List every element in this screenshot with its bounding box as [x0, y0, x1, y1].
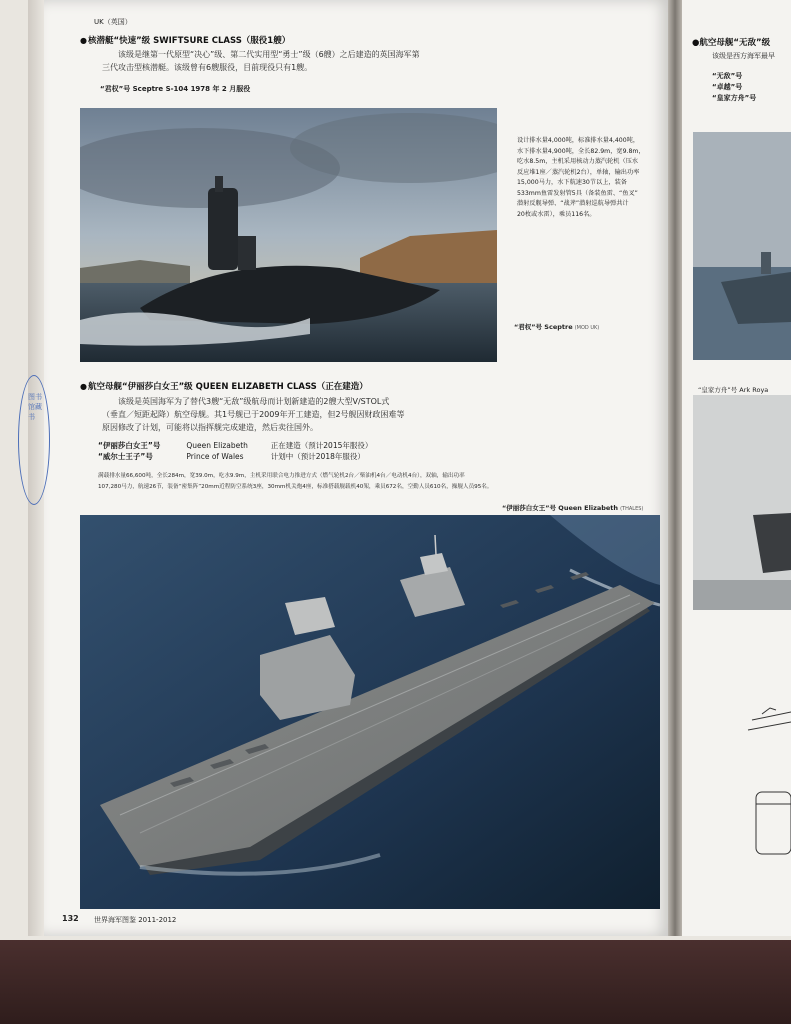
qe-ship-row: “伊丽莎白女王”号 Queen Elizabeth 正在建造（预计2015年服役）: [98, 441, 373, 450]
qe-intro-line: 原因修改了计划，可能将以指挥舰完成建造，然后卖往国外。: [102, 423, 318, 432]
sceptre-photo-caption: “君权”号 Sceptre (MOD UK): [514, 323, 600, 331]
ark-royal-caption: “皇家方舟”号 Ark Roya: [698, 386, 769, 394]
country-label: UK（英国）: [94, 18, 132, 26]
page-number: 132: [62, 914, 79, 923]
ark-royal-photo: [693, 395, 791, 610]
right-ship-list: “无敌”号 “卓越”号 “皇家方舟”号: [712, 72, 757, 102]
qe-intro-line: 该级是英国海军为了替代3艘“无敌”级航母而计划新建造的2艘大型V/STOL式: [118, 397, 390, 406]
swiftsure-intro-line: 该级是继第一代原型“决心”级、第二代实用型“勇士”级（6艘）之后建造的英国海军第: [118, 50, 420, 59]
submarine-image: [80, 108, 497, 362]
book-spine: [668, 0, 682, 936]
library-stamp-text: 图书馆藏书: [28, 393, 42, 421]
swiftsure-heading: ● 核潜艇“快速”级 SWIFTSURE CLASS（服役1艘）: [80, 34, 290, 46]
qe-intro-line: （垂直／短距起降）航空母舰。其1号舰已于2009年开工建造，但2号舰因财政困难等: [102, 410, 405, 419]
table-surface: [0, 940, 791, 1024]
carrier-photo: [80, 515, 660, 909]
right-page: [682, 0, 791, 936]
book-title: 世界海军图鉴 2011-2012: [94, 916, 177, 924]
qe-specs: 满载排水量66,600吨，全长284m，宽39.0m，吃水9.9m，主机采用联合电力推进方式（燃气轮机2台／柴油机4台／电动机4台），双轴，输出功率 107,280马力，航速26节，装备“密集阵”20mm近程防空系统3座，30mm机关炮4座，标准搭载舰载机40架，乘员672名，空勤人员610名，操舰人员95名。: [98, 473, 493, 490]
left-page: [44, 0, 670, 936]
pow-ship-row: “威尔士王子”号 Prince of Wales 计划中（预计2018年服役）: [98, 452, 365, 461]
ark-royal-image: [693, 395, 791, 610]
submarine-photo: [80, 108, 497, 362]
swiftsure-intro-line: 三代攻击型核潜艇。该级曾有6艘服役，目前现役只有1艘。: [102, 63, 313, 72]
sceptre-ship-line: “君权”号 Sceptre S-104 1978 年 2 月服役: [100, 85, 251, 93]
invincible-photo: [693, 132, 791, 360]
queen-elizabeth-heading: ● 航空母舰“伊丽莎白女王”级 QUEEN ELIZABETH CLASS（正在建造）: [80, 380, 368, 392]
swiftsure-specs: 设计排水量4,000吨，标准排水量4,400吨， 水下排水量4,900吨，全长82.9m，宽9.8m， 吃水8.5m，主机采用核动力蒸汽轮机（压水 反应堆1座／蒸汽轮机2台），单轴，输出功率 15,000马力，水下航速30节以上，装备 533mm鱼雷发射管5具（备装鱼雷、“鱼叉” 潜射反舰导弹、“战斧”潜射巡航导弹共计 20枚或水雷），乘员116名。: [517, 137, 645, 218]
right-heading: ●航空母舰“无敌”级: [692, 38, 771, 48]
right-intro: 该级是西方海军最早: [712, 52, 775, 60]
invincible-image: [693, 132, 791, 360]
carrier-image: [80, 515, 660, 909]
qe-photo-caption: “伊丽莎白女王”号 Queen Elizabeth (THALES): [502, 504, 644, 512]
ship-profile-drawing: [742, 700, 791, 870]
